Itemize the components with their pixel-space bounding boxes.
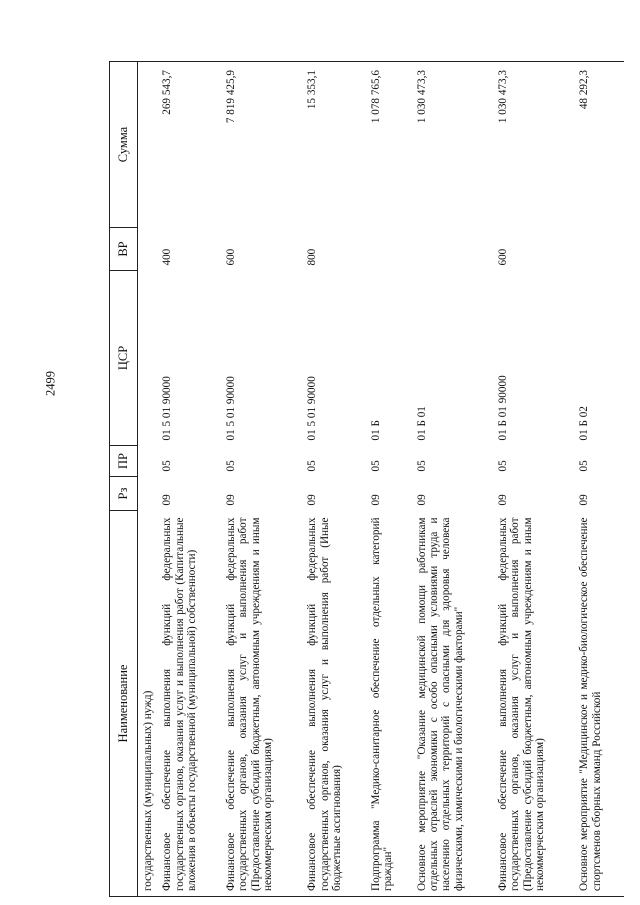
cell-rz: 09: [306, 494, 319, 506]
table-spacer-row: [620, 62, 624, 897]
header-sum: Сумма: [110, 62, 138, 228]
cell-rz: 09: [224, 494, 237, 506]
table-row: [412, 62, 493, 897]
cell-name: Финансовое обеспечение выполнения функций федеральных государственных органов, оказания услуг и выполнения работ (Предоставление субсидий бюджетным, автономным учреждениям и иным некоммерческим организациям): [493, 511, 574, 897]
header-csr: ЦСР: [110, 271, 138, 446]
cell-rz: 09: [369, 494, 382, 506]
table-row: [138, 62, 158, 897]
cell-vr: [138, 228, 158, 271]
cell-vr: [574, 228, 620, 271]
cell-name: Основное мероприятие "Оказание медицинской помощи работникам отдельных отраслей экономики с особо опасными условиями труда и населению отдельных территорий с опасными для здоровья человека физическими, химическими и биологическими факторами": [412, 511, 493, 897]
cell-rz: 09: [161, 494, 174, 506]
cell-name: Финансовое обеспечение выполнения функций федеральных государственных органов, оказания услуг и выполнения работ (Предоставление субсидий бюджетным, автономным учреждениям и иным некоммерческим организациям): [221, 511, 302, 897]
cell-sum: 1 078 765,6: [366, 62, 412, 228]
table-header: [110, 62, 138, 897]
cell-pr: 05: [415, 460, 428, 472]
cell-name: Подпрограмма "Медико-санитарное обеспечение отдельных категорий граждан": [366, 511, 412, 897]
cell-csr: 01 Б 02: [578, 406, 591, 441]
page-number: 2499: [43, 371, 58, 396]
cell-vr: 800: [306, 248, 319, 266]
cell-pr: 05: [161, 460, 174, 472]
cell-rz: 09: [415, 494, 428, 506]
cell-rz: 09: [496, 494, 509, 506]
header-pr: ПР: [110, 446, 138, 477]
cell-vr: [412, 228, 493, 271]
cell-vr: 600: [224, 248, 237, 266]
cell-pr: 05: [578, 460, 591, 472]
table-row: [157, 62, 221, 897]
cell-pr: 05: [369, 460, 382, 472]
cell-sum: 1 030 473,3: [493, 62, 574, 228]
cell-csr: [138, 271, 158, 446]
table-row: [302, 62, 366, 897]
table-row: [493, 62, 574, 897]
table-row: [366, 62, 412, 897]
header-vr: ВР: [110, 228, 138, 271]
table-row: [221, 62, 302, 897]
cell-name: Основное мероприятие "Медицинское и медико-биологическое обеспечение спортсменов сборных команд Российской: [574, 511, 620, 897]
cell-sum: 269 543,7: [157, 62, 221, 228]
table-body: [138, 62, 625, 897]
cell-name: Финансовое обеспечение выполнения функций федеральных государственных органов, оказания услуг и выполнения работ (Капитальные вложения в объекты государственной (муниципальной) собственности): [157, 511, 221, 897]
cell-csr: 01 Б: [369, 420, 382, 441]
cell-vr: 600: [496, 248, 509, 266]
cell-name: Финансовое обеспечение выполнения функций федеральных государственных органов, оказания услуг и выполнения работ (Иные бюджетные ассигнования): [302, 511, 366, 897]
cell-sum: 7 819 425,9: [221, 62, 302, 228]
header-name: Наименование: [110, 511, 138, 897]
table-row: [574, 62, 620, 897]
cell-vr: [366, 228, 412, 271]
table-rotator: [109, 62, 624, 897]
cell-sum: 48 292,3: [574, 62, 620, 228]
cell-csr: 01 5 01 90000: [306, 376, 319, 441]
cell-rz: [138, 477, 158, 511]
cell-pr: 05: [306, 460, 319, 472]
cell-pr: [138, 446, 158, 477]
cell-name: государственных (муниципальных) нужд): [138, 511, 158, 897]
cell-sum: 15 353,1: [302, 62, 366, 228]
cell-csr: 01 5 01 90000: [224, 376, 237, 441]
budget-table: [109, 61, 624, 897]
cell-csr: 01 Б 01: [415, 406, 428, 441]
cell-rz: 09: [578, 494, 591, 506]
cell-pr: 05: [224, 460, 237, 472]
cell-sum: [138, 62, 158, 228]
cell-csr: 01 5 01 90000: [161, 376, 174, 441]
cell-csr: 01 Б 01 90000: [496, 375, 509, 441]
header-rz: Рз: [110, 477, 138, 511]
cell-sum: 1 030 473,3: [412, 62, 493, 228]
cell-vr: 400: [161, 248, 174, 266]
cell-pr: 05: [496, 460, 509, 472]
